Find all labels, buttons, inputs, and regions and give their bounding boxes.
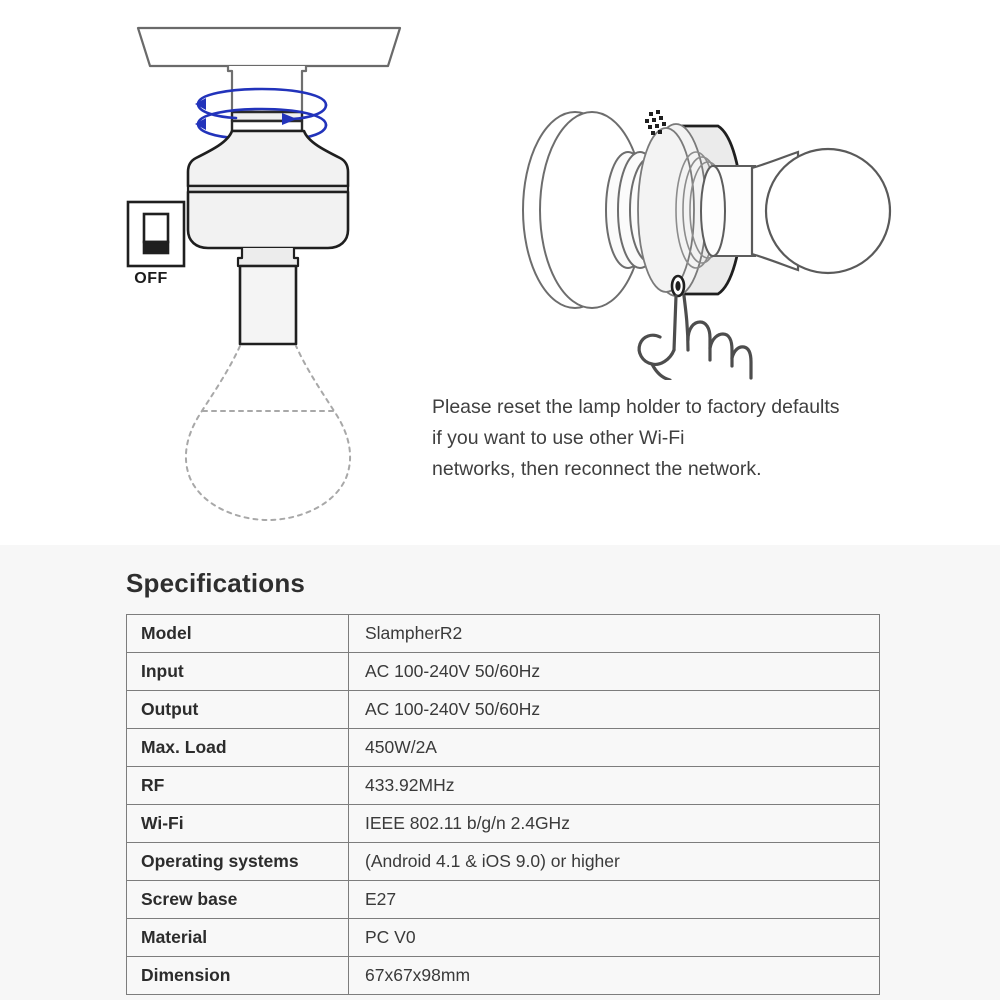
table-row <box>127 805 880 843</box>
table-row <box>127 843 880 881</box>
specifications-section <box>0 545 1000 1000</box>
spec-label: Dimension <box>127 957 349 995</box>
reset-button[interactable] <box>672 276 684 296</box>
spec-label: Max. Load <box>127 729 349 767</box>
spec-label: Wi-Fi <box>127 805 349 843</box>
table-row <box>127 881 880 919</box>
spec-value: 450W/2A <box>349 729 880 767</box>
spec-value: IEEE 802.11 b/g/n 2.4GHz <box>349 805 880 843</box>
reset-button-diagram <box>480 60 900 380</box>
spec-value: SlampherR2 <box>349 615 880 653</box>
specifications-table <box>126 614 880 995</box>
pressing-hand-icon <box>639 296 751 380</box>
table-row <box>127 615 880 653</box>
table-row <box>127 957 880 995</box>
spec-label: Material <box>127 919 349 957</box>
table-row <box>127 653 880 691</box>
ceiling-installation-diagram <box>0 0 430 530</box>
specifications-title: Specifications <box>126 568 306 598</box>
table-row <box>127 919 880 957</box>
specifications-table-body <box>127 615 880 995</box>
spec-value: E27 <box>349 881 880 919</box>
instruction-line-1: Please reset the lamp holder to factory defaults <box>432 396 840 418</box>
wall-switch-icon <box>128 202 184 266</box>
spec-label: Input <box>127 653 349 691</box>
table-row <box>127 729 880 767</box>
table-row <box>127 691 880 729</box>
spec-label: Output <box>127 691 349 729</box>
table-row <box>127 767 880 805</box>
instruction-line-3: networks, then reconnect the network. <box>432 458 762 480</box>
spec-label: Operating systems <box>127 843 349 881</box>
switch-off-label: OFF <box>134 270 168 287</box>
spec-value: PC V0 <box>349 919 880 957</box>
spec-label: RF <box>127 767 349 805</box>
reset-instruction-text <box>432 392 932 485</box>
spec-value: 67x67x98mm <box>349 957 880 995</box>
spec-value: AC 100-240V 50/60Hz <box>349 653 880 691</box>
bulb-outline-dashed <box>186 346 350 520</box>
spec-label: Model <box>127 615 349 653</box>
spec-label: Screw base <box>127 881 349 919</box>
spec-value: 433.92MHz <box>349 767 880 805</box>
spec-value: AC 100-240V 50/60Hz <box>349 691 880 729</box>
instruction-line-2: if you want to use other Wi-Fi <box>432 427 685 449</box>
spec-value: (Android 4.1 & iOS 9.0) or higher <box>349 843 880 881</box>
